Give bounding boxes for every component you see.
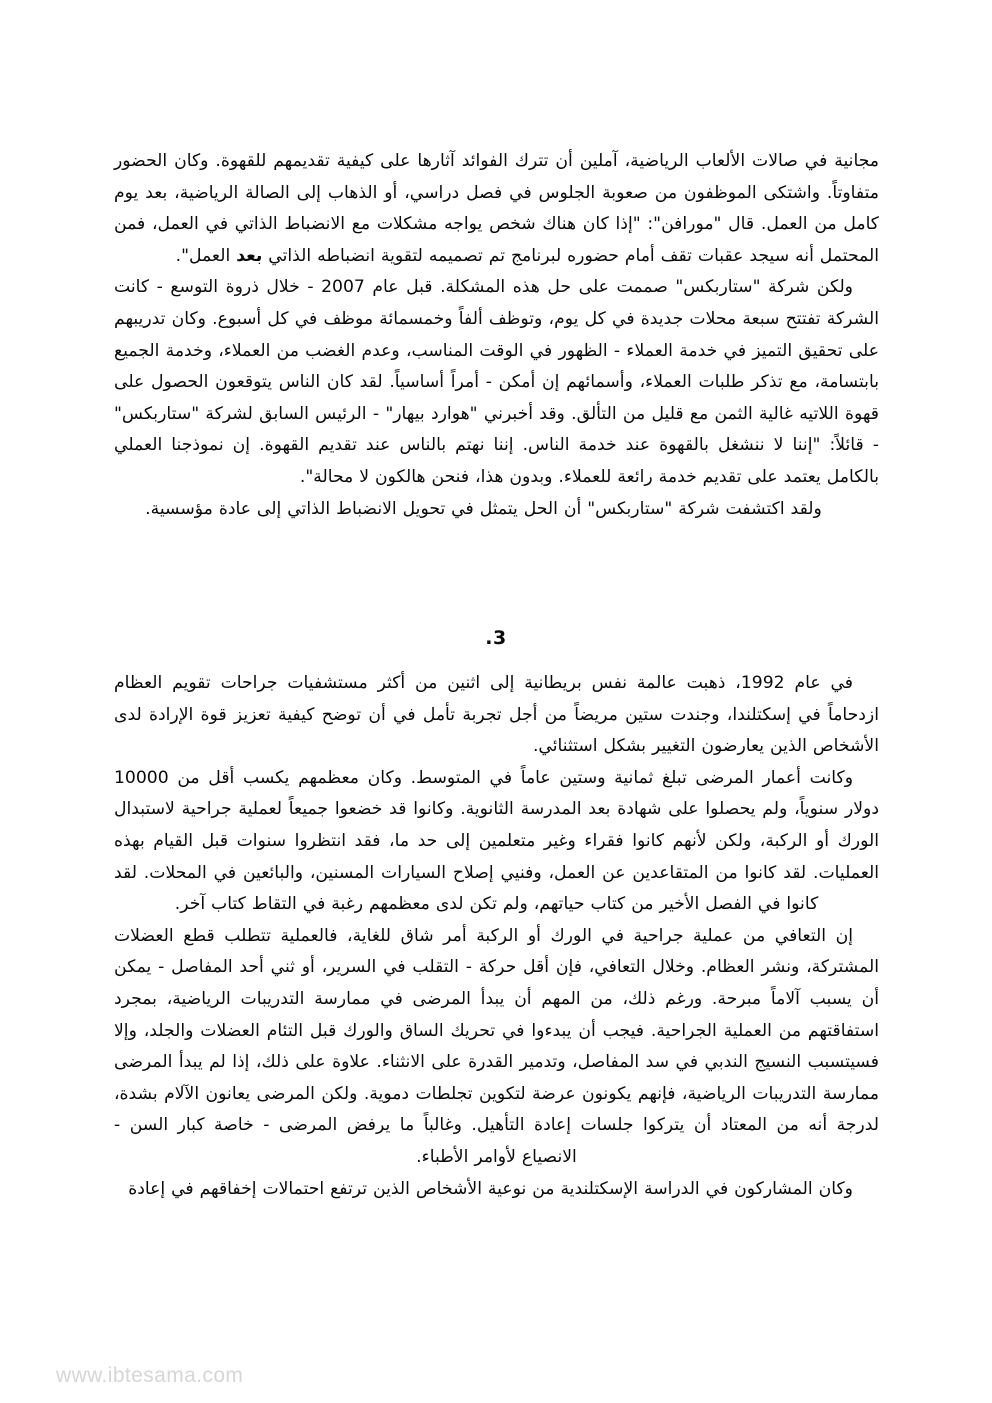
paragraph-1-text-tail: العمل". — [175, 245, 237, 266]
paragraph-2: ولكن شركة "ستاربكس" صممت على حل هذه المشكلة. قبل عام 2007 - خلال ذروة التوسع - كانت الشركة تفتتح سبعة محلات جديدة في كل يوم، وتوظف ألفاً وخمسمائة موظف في كل أسبوع. وكان تدريبهم على تحقيق التميز في خدمة العملاء - الظهور في الوقت المناسب، وعدم الغضب من العملاء، وخدمة الجميع بابتسامة، مع تذكر طلبات العملاء، وأسمائهم إن أمكن - أمراً أساسياً. لقد كان الناس يتوقعون الحصول على قهوة اللاتيه غالية الثمن مع قليل من التألق. وقد أخبرني "هوارد بيهار" - الرئيس السابق لشركة "ستاربكس" - قائلاً: "إننا لا ننشغل بالقهوة عند خدمة الناس. إننا نهتم بالناس عند تقديم القهوة. إن نموذجنا العملي بالكامل يعتمد على تقديم خدمة رائعة للعملاء. وبدون هذا، فنحن هالكون لا محالة". — [114, 277, 879, 487]
paragraph-6: إن التعافي من عملية جراحية في الورك أو الركبة أمر شاق للغاية، فالعملية تتطلب قطع العضلات المشتركة، ونشر العظام. وخلال التعافي، فإن أقل حركة - التقلب في السرير، أو ثني أحد المفاصل - يمكن أن يسبب آلاماً مبرحة. ورغم ذلك، من المهم أن يبدأ المرضى في ممارسة التدريبات الرياضية، بمجرد استفاقتهم من العملية الجراحية. فيجب أن يبدءوا في تحريك الساق والورك قبل التئام العضلات والجلد، وإلا فسيتسبب النسيج الندبي في سد المفاصل، وتدمير القدرة على الانثناء. علاوة على ذلك، إذا لم يبدأ المرضى ممارسة التدريبات الرياضية، فإنهم يكونون عرضة لتكوين تجلطات دموية. ولكن المرضى يعانون الآلام بشدة، لدرجة أنه من المعتاد أن يتركوا جلسات إعادة التأهيل. وغالباً ما يرفض المرضى - خاصة كبار السن - الانصياع لأوامر الأطباء. — [114, 925, 879, 1167]
section-heading: .3 — [485, 627, 507, 649]
site-watermark: www.ibtesama.com — [56, 1364, 244, 1387]
paragraph-1-text: مجانية في صالات الألعاب الرياضية، آملين أن تترك الفوائد آثارها على كيفية تقديمهم للقهوة. وكان الحضور متفاوتاً. واشتكى الموظفون من صعوبة الجلوس في فصل دراسي، أو الذهاب إلى الصالة الرياضية، بعد يوم كامل من العمل. قال "مورافن": "إذا كان هناك شخص يواجه مشكلات مع الانضباط الذاتي في العمل، فمن المحتمل أنه سيجد عقبات تقف أمام حضوره لبرنامج تم تصميمه لتقوية انضباطه الذاتي — [114, 151, 879, 266]
paragraph-5: وكانت أعمار المرضى تبلغ ثمانية وستين عاماً في المتوسط. وكان معظمهم يكسب أقل من 10000 دولار سنوياً، ولم يحصلوا على شهادة بعد المدرسة الثانوية. وكانوا قد خضعوا جميعاً لعملية جراحية لاستبدال الورك أو الركبة، ولكن لأنهم كانوا فقراء وغير متعلمين إلى حد ما، فقد انتظروا سنوات قبل القيام بهذه العمليات. لقد كانوا من المتقاعدين عن العمل، وفنيي إصلاح السيارات المسنين، والبائعين في المحلات. لقد كانوا في الفصل الأخير من كتاب حياتهم، ولم تكن لدى معظمهم رغبة في التقاط كتاب آخر. — [114, 767, 879, 915]
paragraph-7: وكان المشاركون في الدراسة الإسكتلندية من نوعية الأشخاص الذين ترتفع احتمالات إخفاقهم في إعادة — [128, 1178, 853, 1199]
text-column-lower — [114, 668, 879, 1205]
paragraph-1 — [114, 146, 879, 272]
paragraph-1-bold-fragment: بعد — [236, 245, 263, 266]
paragraph-4: في عام 1992، ذهبت عالمة نفس بريطانية إلى اثنين من أكثر مستشفيات جراحات تقويم العظام ازدحاماً في إسكتلندا، وجندت ستين مريضاً من أجل تجربة تأمل في أن توضح كيفية تعزيز قوة الإرادة لدى الأشخاص الذين يعارضون التغيير بشكل استثنائي. — [114, 673, 879, 757]
paragraph-3: ولقد اكتشفت شركة "ستاربكس" أن الحل يتمثل في تحويل الانضباط الذاتي إلى عادة مؤسسية. — [145, 498, 822, 519]
text-column-upper — [114, 146, 879, 525]
